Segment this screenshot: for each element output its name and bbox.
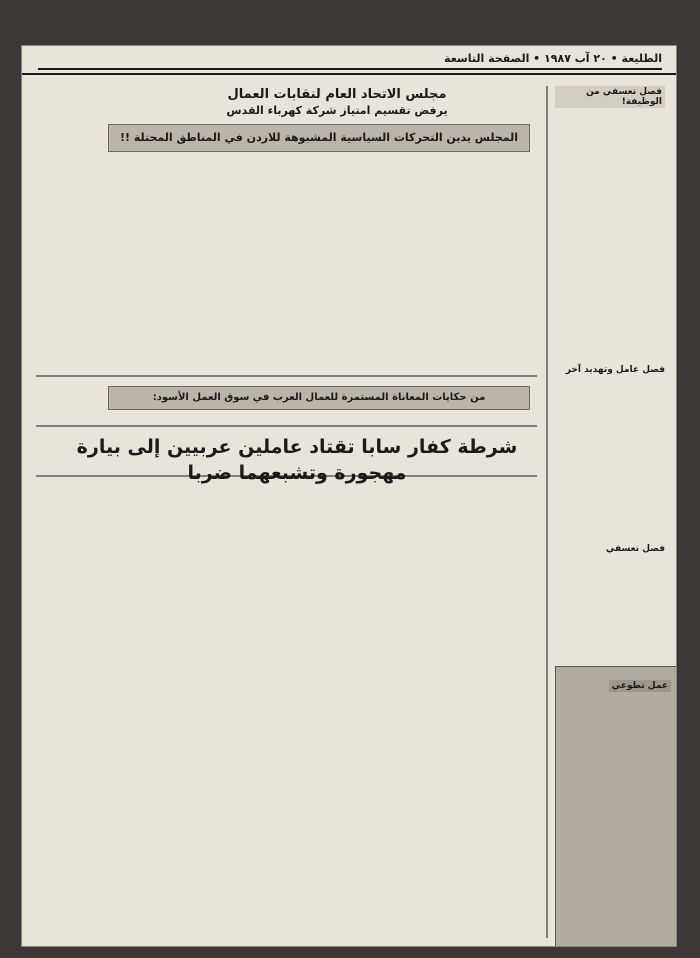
top-article-headline: مجلس الاتحاد العام لنقابات العمال (227, 87, 447, 102)
right-column (555, 86, 665, 616)
running-head: الطليعة • ٢٠ آب ١٩٨٧ • الصفحة التاسعة (38, 52, 662, 70)
newspaper-page (22, 46, 676, 946)
banner (108, 124, 530, 152)
top-article-headline-block (152, 86, 522, 118)
sidebar-title: عمل تطوعي (609, 680, 671, 692)
right-column-section-title: فصل تعسفي (605, 544, 665, 554)
banner-text: المجلس يدين التحركات السياسية المشبوهة للاردن في المناطق المحتلة !! (119, 131, 519, 144)
right-column-section-title: فصل عامل وتهديد آخر (565, 365, 665, 375)
strip (108, 386, 530, 410)
right-column-section-title: فصل تعسفي من الوظيفة! (555, 86, 665, 108)
strip-text: من حكايات المعاناة المستمرة للعمال العرب في سوق العمل الأسود: (152, 392, 486, 403)
main-article-headline: شرطة كفار سابا تقتاد عاملين عربيين إلى بيارة مهجورة وتشبعهما ضربا (76, 436, 518, 484)
top-article-subheadline: يرفض تقسيم امتياز شركة كهرباء القدس (226, 104, 448, 117)
sidebar-box (555, 666, 676, 946)
